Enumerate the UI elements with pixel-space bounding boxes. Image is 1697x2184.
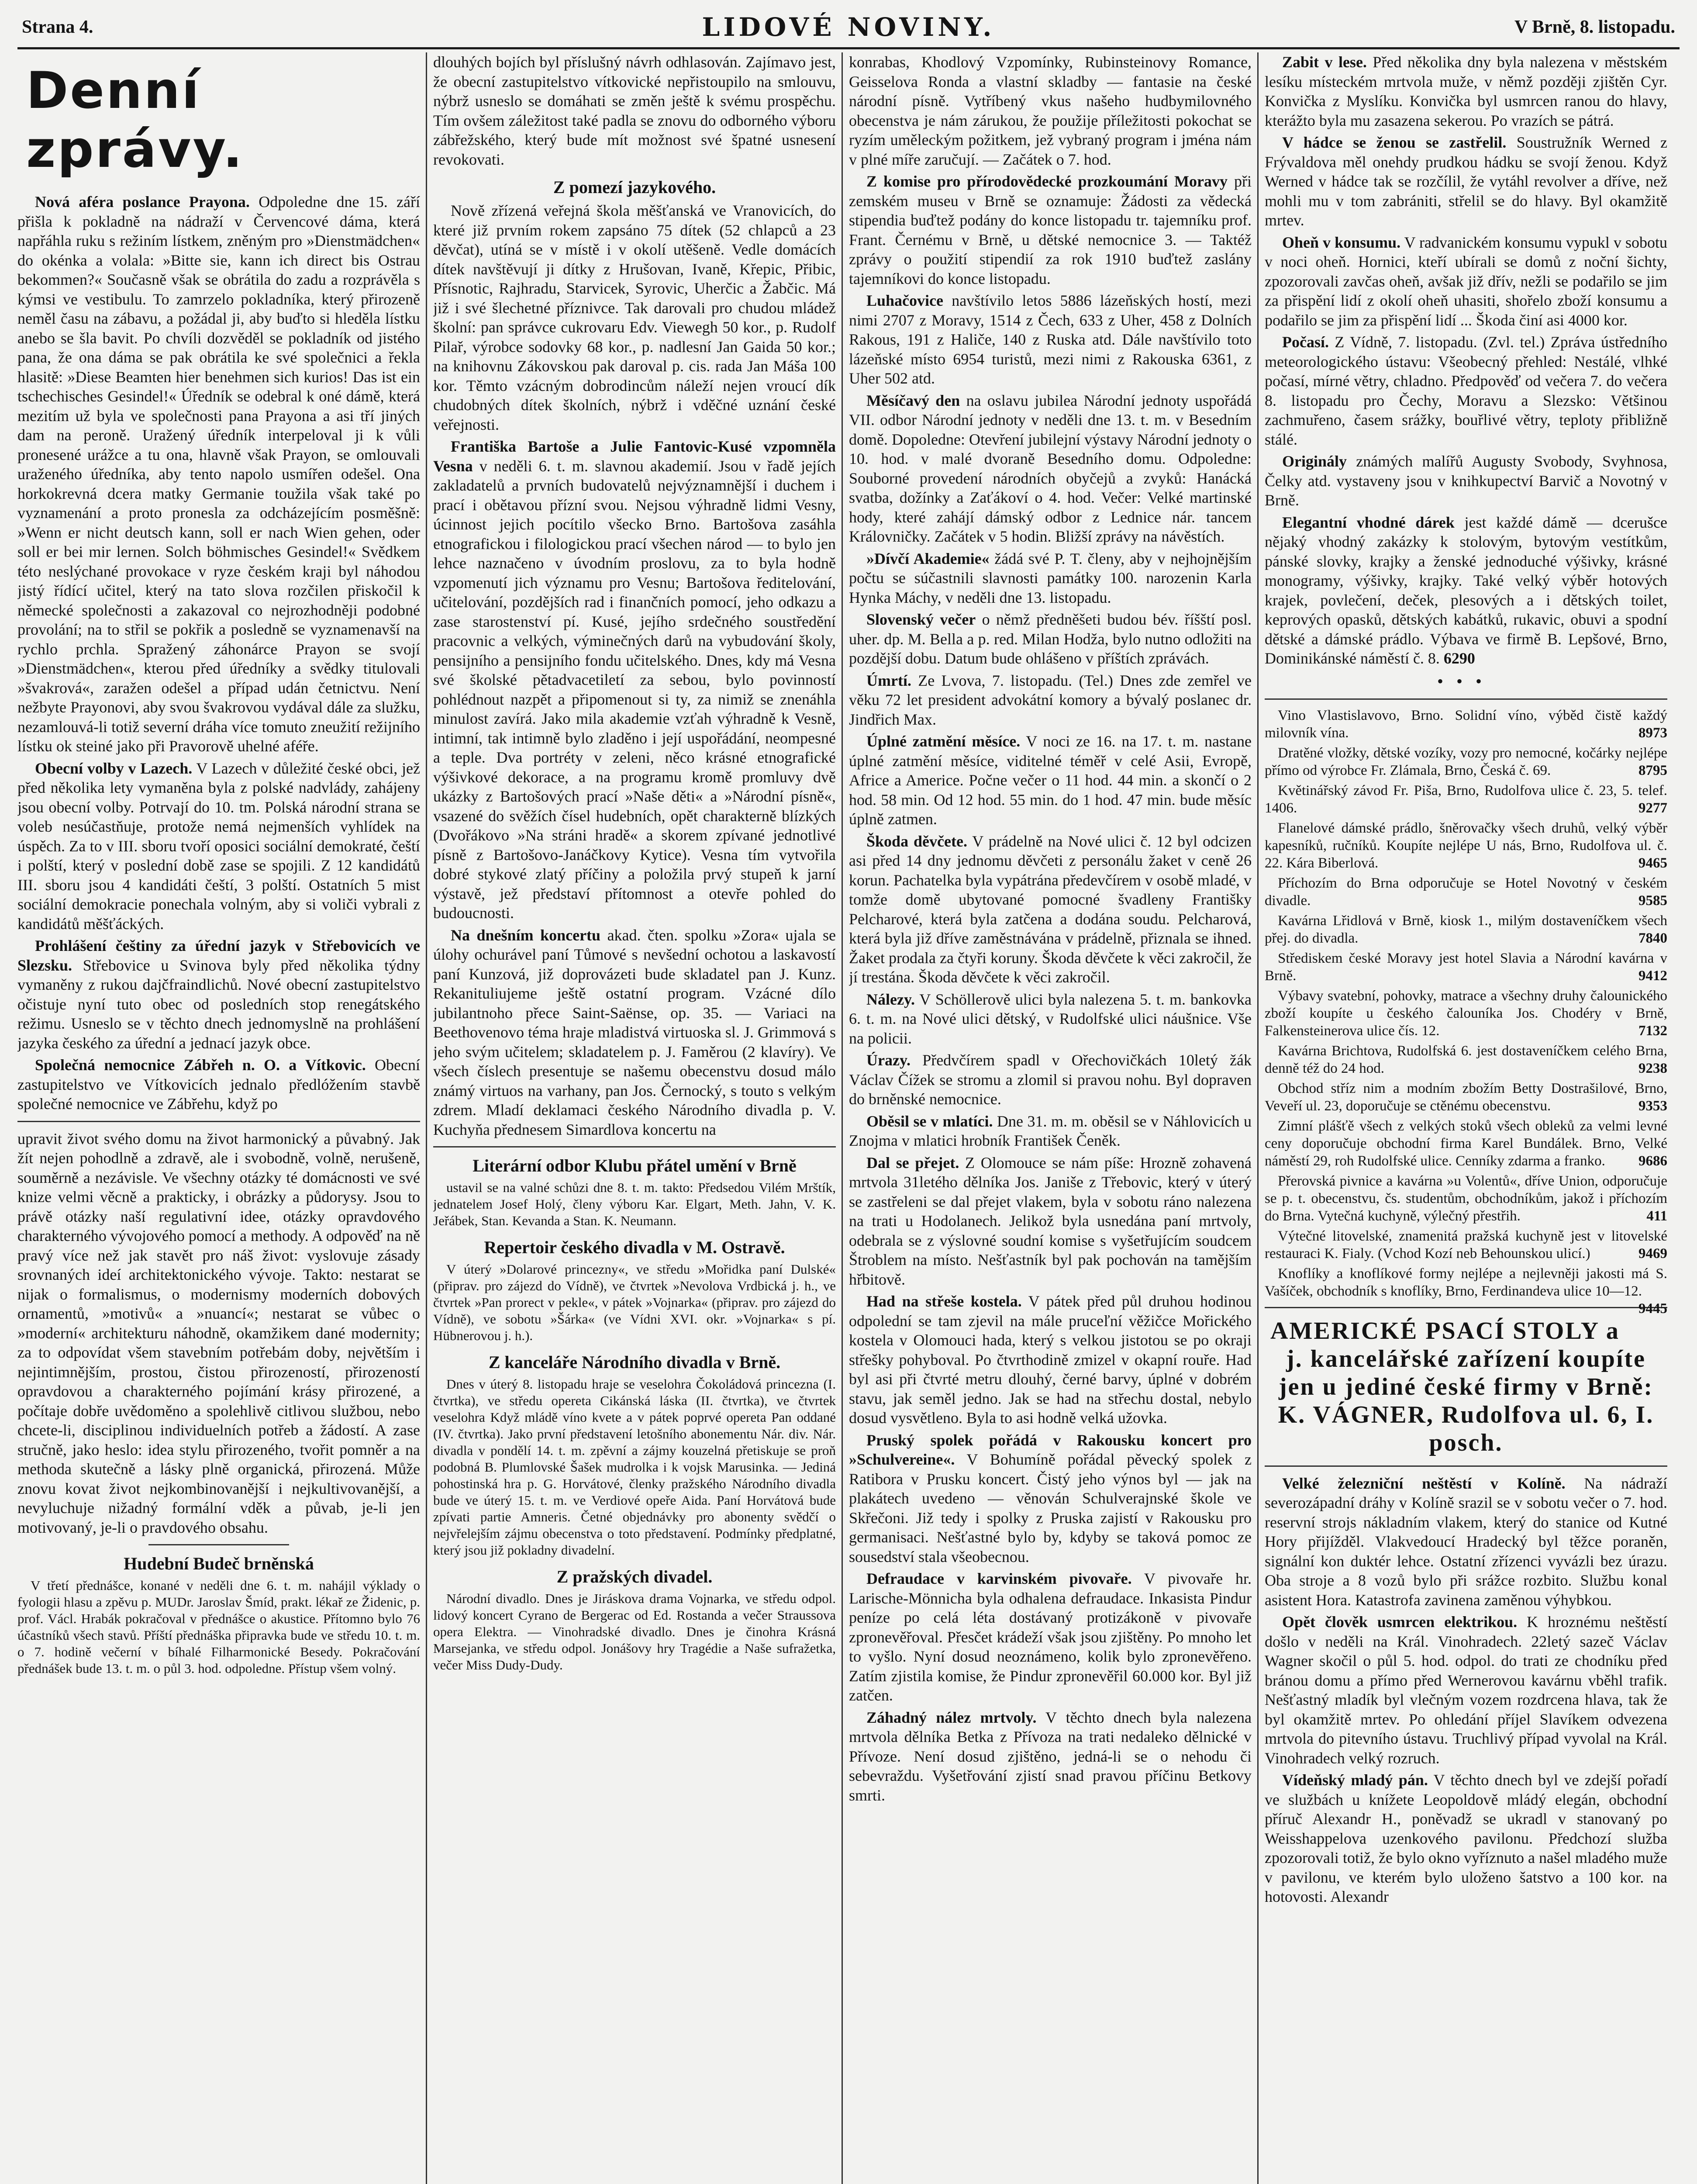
article-title: Úrazy. bbox=[866, 1051, 911, 1069]
classified-ad bbox=[1265, 782, 1667, 817]
ad-number: 9353 bbox=[1638, 1098, 1667, 1114]
classified-ad bbox=[1265, 1042, 1667, 1077]
article-body: V pivovaře hr. Larische-Mönnicha byla odhalena defraudace. Inkasista Pindur peníze po celá léta dostávaný protizákoně v pivovaře zpronevěřoval. Přesčet krádeží však jsou zjištěny. Po mnoho let to vyšlo. Nyní dosud neoznámeno, kolik bylo zpronevěřeno. Zatím zjistila komise, že Pindur zpronevěřil 60.000 kor. Byl již zatčen. bbox=[849, 1570, 1252, 1704]
article-title: Měsíčavý den bbox=[866, 391, 960, 409]
article bbox=[1265, 1474, 1667, 1610]
masthead bbox=[17, 9, 1680, 49]
newspaper-title: LIDOVÉ NOVINY. bbox=[702, 12, 995, 42]
article-title: Originály bbox=[1282, 453, 1347, 470]
ad-number: 9686 bbox=[1638, 1153, 1667, 1169]
article-title: Nová aféra poslance Prayona. bbox=[35, 193, 250, 211]
ad-number: 8795 bbox=[1638, 762, 1667, 778]
ad-text: Dratěné vložky, dětské vozíky, vozy pro nemocné, kočárky nejlépe přímo od výrobce Fr. Zlámala, Brno, Česká č. 69. bbox=[1265, 745, 1667, 778]
ad-number: 411 bbox=[1646, 1208, 1667, 1224]
divider bbox=[1265, 698, 1667, 700]
article-body: V noci ze 16. na 17. t. m. nastane úplné zatmění měsíce, viditelné téměř v celé Asii, Evropě, Africe a Americe. Počne večer o 11 hod. 44 min. a skončí o 2 hod. 58 min. Od 12 hod. 55 min. do 1 hod. 47 min. bude měsíc úplně zatmen. bbox=[849, 733, 1252, 828]
article-title: Slovenský večer bbox=[866, 611, 976, 628]
article bbox=[849, 1112, 1252, 1151]
article-body: známých malířů Augusty Svobody, Svyhnosa, Čelky atd. vystaveny jsou v knihkupectví Barvič a Novotný v Brně. bbox=[1265, 453, 1667, 509]
article bbox=[849, 1569, 1252, 1705]
article-body: ustavil se na valné schůzi dne 8. t. m. takto: Předsedou Vilém Mrštík, jednatelem Josef Holý, členy výboru Kar. Elgart, Meth. Jahn, V. K. Jeřábek, Stan. Kevanda a Stan. K. Neumann. bbox=[433, 1180, 836, 1228]
divider bbox=[1265, 1465, 1667, 1467]
divider bbox=[1265, 1307, 1667, 1308]
article-body: Na nádraží severozápadní dráhy v Kolíně srazil se v sobotu večer o 7. hod. reservní strojs nákladním vlakem, který do stanice od Kutné Hory přijížděl. Vlakvedoucí Hradecký byl těžce poraněn, signální kon duktér lehce. Ostatní zřízenci vyvázli bez úrazu. Oba stroje a 8 vozů bylo při srážce rozbito. Službu konal asistent Hora. Katastrofa zavinena zaměnou výhybkou. bbox=[1265, 1474, 1667, 1609]
ad-text: Obchod stříz nim a modním zbožím Betty Dostrašilové, Brno, Veveří ul. 23, doporučuje se ctěnému obecenstvu. bbox=[1265, 1080, 1667, 1114]
article bbox=[849, 1431, 1252, 1567]
classified-ad bbox=[1265, 912, 1667, 947]
ad-text: Výtečné litovelské, znamenitá pražská kuchyně jest v litovelské restauraci K. Fialy. (Vchod Kozí neb Behounskou ulicí.) bbox=[1265, 1228, 1667, 1261]
article-body: Před několika dny byla nalezena v městském lesíku místeckém mrtvola muže, v němž později zjištěn Cyr. Konvička z Myslíku. Konvička byl usmrcen ranou do hlavy, kterážto byla mu zasazena sekerou. Po vrazích se pátrá. bbox=[1265, 53, 1667, 129]
divider-dots: ••• bbox=[1437, 671, 1495, 691]
article bbox=[849, 732, 1252, 829]
article-title: V hádce se ženou se zastřelil. bbox=[1282, 134, 1507, 151]
ad-text: Květinářský závod Fr. Piša, Brno, Rudolfova ulice č. 23, 5. telef. 1406. bbox=[1265, 782, 1667, 816]
ad-text: Výbavy svatební, pohovky, matrace a všechny druhy čalounického zboží koupíte u českého čalouníka Jos. Chodéry v Brně, Falkensteinerova ulice čís. 12. bbox=[1265, 988, 1667, 1039]
ad-text: Kavárna Lřidlová v Brně, kiosk 1., milým dostaveníčkem všech přej. do divadla. bbox=[1265, 912, 1667, 946]
article bbox=[17, 759, 420, 934]
article-body: konrabas, Khodlový Vzpomínky, Rubinsteinovy Romance, Geisselova Ronda a vlastní skladby — fantasie na české národní písně. Vytříbený vkus našeho hudbymilovného obecenstva je nám zárukou, že použije příležitosti pokochat se ryzím uměleckým požitkem, jež vybraný program i jména nám v plné míře zaručují. — Začátek o 7. hod. bbox=[849, 53, 1252, 168]
article-title: Z pomezí jazykového. bbox=[553, 177, 716, 197]
classified-ad bbox=[1265, 707, 1667, 742]
article-title: Obecní volby v Lazech. bbox=[35, 759, 193, 777]
article-body: K hroznému neštěstí došlo v neděli na Král. Vinohradech. 22letý sazeč Václav Wagner skočil o půl 5. hod. odpol. do trati ze chodníku před bránou domu a přímo před Wernerovou kavárnu vběhl trafik. Nešťastný mladík byl vlečným vozem rozdrcena hlava, tak že byl okamžitě mrtev. Po ohledání příjel Slavíkem odvezena mrtvola do pitevního ústavu. Truchlivý případ vyvolal na Král. Vinohradech velký rozruch. bbox=[1265, 1613, 1667, 1767]
article-body: V Schöllerově ulici byla nalezena 5. t. m. bankovka 6. t. m. na Nové ulici dětský, v Rudolfské ulici náušnice. Vše na policii. bbox=[849, 990, 1252, 1047]
article bbox=[849, 610, 1252, 668]
article-body: V radvanickém konsumu vypukl v sobotu v noci oheň. Hornici, kteří ubírali se domů z noční šichty, zpozorovali zavčas oheň, avšak již dřív, nežli se podařilo se jim za přispění lidí z okolí oheň uhasiti, shořelo zboží konsumu a podařilo se jim za přispění lidí ... Škoda činí asi 4000 kor. bbox=[1265, 233, 1667, 329]
article-body: Odpoledne dne 15. září přišla k pokladně na nádraží v Červencové dáma, která napřáhla ruku s režiním lístkem, zněným pro »Dienstmädchen« do okénka a volala: »Bitte sie, kann ich direct bis Ostrau bekommen?« Současně však se obrátila do zadu a rozprávěla s kýmsi ve vestibulu. To zamrzelo pokladníka, který přirozeně neměl času na zábavu, a požádal ji, aby buďto si hleděla lístku anebo se šla bavit. Po chvíli dozvěděl se pokladník od jistého pana, že ona dáma se pak obrátila ke své společnici a řekla hlasitě: »Diese Beamten hier benehmen sich kurios! Das ist ein tschechisches Gesindel!« Úředník se odebral k oné dámě, která mezitím už byla ve společnosti pana Prayona a asi tří jiných dam na peroně. Uražený úředník interpeloval ji k vůli pronesené urážce a tu ona, hlavně však Prayon, se omlouvali uraženého úředníka, aby tento napolo usmířen odešel. Ona horkokrevná dcera matky Germanie toužila však také po vyznamenání a proto pronesla za odcházejícím posměšně: »Wenn er nicht deutsch kann, soll er nach Wien gehen, oder soll er bei mir lernen. Solch böhmisches Gesindel!« Svědkem této neslýchané provokace v ryze českém kraji byl náhodou jistý řídící učitel, který na tato slova rozčilen přiskočil k německé společnosti a zakazoval co nejrozhodněji podobné provolání; na to střil se pokřik a posledně se vyznamenavší na rychlo prchla. Spražený záhonárce Prayon se svojí »Dienstmädchen«, kterou před úředníky a svědky titulovali »švakrová«, zaražen odešel a případ udán četnictvu. Není nežbyte Prayonovi, aby svou švakrovou vydával dále za služku, nezamlouvá-li totiž severní dráha více tomuto zneužití režijního lístku ok steiné jako při Pravorově uhelné aféře. bbox=[17, 193, 420, 755]
classified-ad bbox=[1265, 819, 1667, 872]
article-title: Pruský spolek pořádá v Rakousku koncert pro »Schulvereine«. bbox=[849, 1431, 1252, 1468]
article-title: Společná nemocnice Zábřeh n. O. a Vítkovic. bbox=[35, 1056, 366, 1074]
article-title: Oběsil se v mlatíci. bbox=[866, 1112, 993, 1130]
classified-ad bbox=[1265, 874, 1667, 909]
article-title: Úplné zatmění měsíce. bbox=[866, 733, 1021, 750]
article bbox=[1265, 1770, 1667, 1907]
article-body: Národní divadlo. Dnes je Jiráskova drama Vojnarka, ve středu odpol. lidový koncert Cyrano de Bergerac od Ed. Rostanda a večer Straussova opera Elektra. — Vinohradské divadlo. Dnes je činohra Krásná Marsejanka, ve středu odpol. Jonášovy hry Tragédie a Naše sufražetka, večer Miss Dudy-Dudy. bbox=[433, 1591, 836, 1673]
article bbox=[849, 391, 1252, 546]
ad-number: 9585 bbox=[1638, 892, 1667, 909]
article-body: Ze Lvova, 7. listopadu. (Tel.) Dnes zde zemřel ve věku 72 let president advokátní komory a bývalý poslanec dr. Jindřich Max. bbox=[849, 671, 1252, 728]
ad-text: Příchozím do Brna odporučuje se Hotel Novotný v českém divadle. bbox=[1265, 875, 1667, 909]
divider bbox=[433, 1146, 836, 1147]
article-body: V Bohumíně pořádal pěvecký spolek z Ratibora v Prusku koncert. Čistý jeho výnos byl — jak na plakátech uvedeno — věnován Schulverajnské škole ve Skřečoni. Již tedy i spolky z Pruska zajistí v Rakousku pro germanisaci. Nešťastné bylo by, kdyby se taková pomoc ze sousedství stala všeobecnou. bbox=[849, 1451, 1252, 1565]
article bbox=[849, 1292, 1252, 1428]
article-body: navštívilo letos 5886 lázeňských hostí, mezi nimi 2707 z Moravy, 1514 z Čech, 633 z Uher, 458 z Dolních Rakous, 191 z Haliče, 140 z Ruska atd. Dále navštívilo toto lázeňské místo 6954 turistů, mezi nimi z Rakouska 6361, z Uher 502 atd. bbox=[849, 292, 1252, 387]
article bbox=[849, 832, 1252, 987]
article bbox=[17, 936, 420, 1053]
article-title: Nálezy. bbox=[866, 990, 915, 1008]
divider bbox=[17, 1121, 420, 1122]
article-body: V úterý »Dolarové princezny«, ve středu »Mořidka paní Dulské« (připrav. pro zájezd do Vídně), ve čtvrtek »Nevolova Vrdbická j. h., ve čtvrtek »Pan prorect v pekle«, v pátek »Vojnarka« (připrav. pro zájezd do Vídně), ve sobotu »Šárka« (ve Vídni XVI. okr. »Vojnarka« s pí. Hübnerovou j. h.). bbox=[433, 1261, 836, 1343]
article-body: Předvčírem spadl v Ořechovičkách 10letý žák Václav Čížek se stromu a zlomil si pravou nohu. Byl dopraven do brněnské nemocnice. bbox=[849, 1051, 1252, 1108]
article-title: Vídeňský mladý pán. bbox=[1282, 1771, 1428, 1789]
article-body: upravit život svého domu na život harmonický a půvabný. Jak žít nejen pohodlně a zdravě, ale i svobodně, volně, nerušeně, souměrně a nezávisle. Ve všechny otázky té domácnosti ve své knize velmi věcně a prakticky, i obrázky a půdorysy. Jsou to právě otázky naší regulativní idee, otázky opravdového charakterného vývojového pomocí a methody. A odpověď na ně pravý více než jak stavět pro náš život: vyslovuje zásady srovnaných ideí architektonického vývoje. Takto: nestarat se nijak o formalismus, o modernismy moderních dobových ornamentů, »motivů« a »nuancí«; nestarat se vůbec o »moderní« architekturu náhodně, okamžikem dané modernity; za to odpovídat všem stavebním potřebám doby, největším i nejintimnějším, prostou, čistou přirozeností, přirozeností opravdovou a charakterného pojímání krásy přirozené, a počítaje dobře uvědoměno a spolehlivě citlivou službou, nebo chcete-li, disciplinou individuelních potřeb a žádostí. A zase stručně, jako heslo: idea stylu přirozeného, tvořit pomněr a na methoda skutečně a lásky plně organická, přirozená. Může znovu kovat život nejkombinovanější i nejkultivovanější, a nevyluchuje nižadný formální vděk a půvab, je-li jen motivovaný, je-li o pravdového obsahu. bbox=[17, 1130, 420, 1536]
article-body: na oslavu jubilea Národní jednoty uspořádá VII. odbor Národní jednoty v neděli dne 13. t. m. v Besedním domě. Dopoledne: Otevření jubilejní výstavy Národní jednoty o 10. hod. v malé dvoraně Besedního domu. Odpoledne: Souborné provedení národních obyčejů a zvyků: Hanácká svatba, dožínky a Zaťákoví o 4. hod. Večer: Velké martinské hody, které zahájí dámský odbor z Lednice nár. tancem Královničky. Začátek v 5 hodin. Bližší zprávy na návěstích. bbox=[849, 391, 1252, 545]
newspaper-page bbox=[17, 9, 1680, 2184]
article-title: Repertoir českého divadla v M. Ostravě. bbox=[484, 1237, 785, 1257]
ad-number: 8973 bbox=[1638, 725, 1667, 741]
article bbox=[849, 1051, 1252, 1109]
article bbox=[849, 671, 1252, 729]
article bbox=[1265, 233, 1667, 330]
page-number: Strana 4. bbox=[22, 17, 93, 37]
article-title: Oheň v konsumu. bbox=[1282, 233, 1401, 251]
article-title: Záhadný nález mrtvoly. bbox=[866, 1708, 1037, 1726]
divider bbox=[148, 1544, 289, 1545]
classified-ad bbox=[1265, 1080, 1667, 1115]
article bbox=[1265, 332, 1667, 449]
article-title: Defraudace v karvinském pivovaře. bbox=[866, 1570, 1132, 1587]
article bbox=[849, 172, 1252, 288]
article-body: při zemském museu v Brně se oznamuje: Žádosti za vědecká stipendia buďtež podány do konce listopadu tr. tajemníku prof. Frant. Černému v Brně, u dětské nemocnice 3. — Taktéž zprávy o použití stipendií za rok 1910 buďtež zaslány tajemníkovi do konce listopadu. bbox=[849, 173, 1252, 287]
classified-ad bbox=[1265, 1265, 1667, 1317]
article-body: akad. čten. spolku »Zora« ujala se úlohy ochurável paní Tůmové s nevšední ochotou a laskavostí paní Kunzová, již doprovázeti bude skladatel pan J. Kunz. Rekanituliujeme ještě ostatní program. Vzácné dílo jubilantnoho přece Saint-Saënse, op. 35. — Variaci na Beethovenovo téma hraje mladistvá virtuoska sl. J. Grimmová s jeho svým učitelem; skladatelem p. J. Faměrou (2 klavíry). Ve všech číslech presentuje se našemu obecenstvu dosud málo známý virtuos na varhany, pan Jos. Černocký, s touto s velkým zdrem. Mladí deklamaci českého Národního divadla p. V. Kuchyňa přednesem Simardlova koncertu na bbox=[433, 926, 836, 1138]
article-title: Škoda děvčete. bbox=[866, 832, 967, 850]
article-body: Střebovice u Svinova byly před několika týdny vymaněny z rukou dajčfraindlichů. Nové obecní zastupitelstvo očistuje nyní tuto obec od posledních stop renegátského režimu. Usneslo se v těchto dnech jednomyslně na prohlášení jazyka českého za úřední a jednací jazyk obce. bbox=[17, 956, 420, 1052]
column-rule bbox=[842, 52, 843, 2184]
article-title: Františka Bartoše a Julie Fantovic-Kusé vzpomněla Vesna bbox=[433, 438, 836, 475]
article-body: dlouhých bojích byl příslušný návrh odhlasován. Zajímavo jest, že obecní zastupitelstvo vítkovické nepřistoupilo na smlouvu, nýbrž usneslo se domáhati se změn ještě k svému prospěchu. Tím ovšem záležitost také padla se znovu do odborného výboru zábřežského, který bude mít možnost své špatné usnesení revokovati. bbox=[433, 53, 836, 168]
article-title: Luhačovice bbox=[866, 292, 943, 309]
article-title: Literární odbor Klubu přátel umění v Brně bbox=[473, 1156, 797, 1175]
ad-text: Flanelové dámské prádlo, šněrovačky všech druhů, velký výběr kapesníků, ručníků. Koupíte nejlépe U nás, Brno, Rudolfova ul. č. 22. Kára Biberlová. bbox=[1265, 820, 1667, 871]
classified-ads bbox=[1265, 707, 1667, 1317]
article-title: Had na střeše kostela. bbox=[866, 1292, 1022, 1310]
ad-number: 9277 bbox=[1638, 800, 1667, 816]
article bbox=[849, 1153, 1252, 1289]
ad-number: 7132 bbox=[1638, 1023, 1667, 1039]
article-body: o němž předněšeti budou bév. říšští posl. uher. dp. M. Bella a p. red. Milan Hodža, bylo nutno odložiti na pozdější dobu. Datum bude ohlášeno v příštích zprávách. bbox=[849, 611, 1252, 667]
article-body: Z Vídně, 7. listopadu. (Zvl. tel.) Zpráva ústředního meteorologického ústavu: Všeobecný přehled: Nestálé, vlhké počasí, mírné větry, chladno. Předpověď od večera 7. do večera 8. listopadu pro Čechy, Moravu a Slezsko: Většinou zachmuřeno, časem srážky, bouřlivé větry, teploty přibližně stálé. bbox=[1265, 333, 1667, 448]
article-body: Obecní zastupitelstvo ve Vítkovicích jednalo předlóžením stavbě společné nemocnice ve Zábřehu, když po bbox=[17, 1056, 420, 1113]
article-body: V Lazech v důležité české obci, jež před několika lety vymaněna byla z polské nadvlády, zahájeny jsou obecní volby. Potrvají do 10. tm. Polská národní strana se voleb nesúčastňuje, protože nemá nejmenších vyhlídek na úspěch. Za to v III. sboru tvoří oposici sociální demokraté, čeští i polští, který v poslední době zase se spojili. Z 12 kandidátů III. sboru jsou 4 kandidáti čeští, 3 polští. Ostatních 5 mist sociální demokracie ponechala volným, aby si voliči vybrali z kandidátů měšťáckých. bbox=[17, 759, 420, 933]
article-body: V třetí přednášce, konané v neděli dne 6. t. m. nahájil výklady o fyologii hlasu a zpěvu p. MUDr. Jaroslav Šmíd, prakt. lékař ze Židenic, p. prof. Václ. Hrabák pokračoval v přednášce o akustice. Přítomno bylo 76 účastníků všech stavů. Příští přednáška připravka bude ve středu 10. t. m. o 7. hodině večerní v bíhalé Filharmonické Besedy. Pokračování přednášek bude 13. t. m. o půl 3. hod. odpoledne. Přístup všem volný. bbox=[17, 1578, 420, 1676]
ad-number: 7840 bbox=[1638, 930, 1667, 946]
article bbox=[849, 291, 1252, 388]
article-title: Prohlášení češtiny za úřední jazyk v Střebovicích ve Slezsku. bbox=[17, 937, 420, 974]
ad-number: 9469 bbox=[1638, 1245, 1667, 1261]
article-body: Soustružník Werned z Frývaldova měl onehdy prudkou hádku se svojí ženou. Když Werned v hádce tak se rozčílil, že vytáhl revolver a dříve, než mohli mu v tom zabrániti, střelil se do hlavy. Byl okamžitě mrtev. bbox=[1265, 134, 1667, 229]
article-title: »Dívčí Akademie« bbox=[866, 549, 990, 567]
article-body: jest každé dámě — dcerušce nějaký vhodný zakázky k stolovým, bytovým vestítkům, pánské slovky, krajky a ženské jednoduché výšivky, krásné monogramy, výšivky, krajky. Také velký výběr hotových krajek, povlečení, deček, plesových a i dětských toilet, keprových opasků, dětských kabátků, rukavic, obuvi a spodní dětské a dámské prádlo. Výbava ve firmě B. Lepšové, Brno, Dominikánské náměstí č. 8. bbox=[1265, 513, 1667, 667]
article-body: v neděli 6. t. m. slavnou akademií. Jsou v řadě jejích zakladatelů a prvních budovatelů nejvýznamnější i duchem i prací i obětavou přízní svou. Nejsou výhradně lidmi Vesny, úcinnost jejich pocítilo všecko Brno. Bartošova zasáhla etnografickou i filologickou prací všechen národ — to bylo jen lehce naznačeno v úvodním proslovu, za to byla hodně vzpomenutí jich významu pro Vesnu; Bartošova ředitelování, učitelování, pozdějších rad i finančních pomocí, jeho odkazu a zase starostenství pí. Kusé, jejího srdečného soustředění pracovnic a velkých, výminečných darů na vybudování školy, pensijního a pensijního fondu učitelského. Dnes, kdy má Vesna své školské pětadvacetiletí za sebou, bylo povinností pohlédnout nazpět a připomenout si ty, za nimiž se znenáhla minulost zavírá. Jako mila akademie vzťah výhradně k Vesně, intimní, tak intimně bylo zladěno i její uspořádání, neompesné a teple. Dva portréty v zeleni, něco krásné etnografické výšivkové dekorace, a na programu kromě promluvy dvě ukázky z Bartošových prací »Naše děti« a »Národní písně«, vsazené do svěžích čísel hudebních, opět charakterně blízkých (Dvořákovo »Na stráni hradě« a skorem zpívané jednotlivé písně z Bartošovo-Janáčkovy Kytice). Vesna tím vytvořila dobré stykové zlatý příčiny a položila prvý stupeň k jarní výstavě, jež představí přítomnost a otevře pohled do budoucnosti. bbox=[433, 457, 836, 922]
article-body: Z Olomouce se nám píše: Hrozně zohavená mrtvola 31letého dělníka Jos. Janiše z Třebovic, který v úterý se zastřeleni se dal přejet vlakem, byla v sobotu ráno nalezena na trati u Hodolanech. Jelikož byla usnedána paní mrtvoly, odebrala se z výslovné soudní komise s vyšetřujícím soudcem Štroblem na místo. Nešťastník byl pak pochován na tamějším hřbitově. bbox=[849, 1154, 1252, 1288]
classified-ad bbox=[1265, 1172, 1667, 1225]
classified-ad bbox=[1265, 1117, 1667, 1170]
article-title: Dal se přejet. bbox=[866, 1154, 959, 1171]
article bbox=[849, 1708, 1252, 1805]
column-1 bbox=[17, 52, 420, 2184]
classified-ad bbox=[1265, 987, 1667, 1040]
article-title: Z pražských divadel. bbox=[556, 1567, 713, 1586]
ad-number: 9412 bbox=[1638, 968, 1667, 984]
column-3 bbox=[849, 52, 1252, 2184]
article bbox=[1265, 513, 1667, 668]
article-body: Dnes v úterý 8. listopadu hraje se veselohra Čokoládová princezna (I. čtvrtka), ve středu opereta Cikánská láska (II. čtvrtka), ve čtvrtek veselohra Když mládě víno kvete a v pátek poprvé opereta Pan oddané (IV. čtvrtka). Jako první představení letošního abonementu Nár. div. Nár. divadla v pondělí 14. t. m. zpěvní a zájmy kouzelná přetiskuje se proň podobná B. Plumlovské Šašek mudrolka i k vojsk Marusinka. — Jediná pohostinská hra p. G. Horvátové, členky pražského Národního divadla bude ve úterý 15. t. m. ve Verdiové opeře Aida. Paní Horvátová bude zpívati partie Amneris. Četné objednávky pro abonenty svědčí o nejvřelejším zájmu obecenstva o toto představení. Podmínky předplatné, který jsou již pokladny divadelní. bbox=[433, 1376, 836, 1558]
article bbox=[1265, 452, 1667, 510]
article-title: Velké železniční neštěstí v Kolíně. bbox=[1282, 1474, 1566, 1492]
article-title: Počasí. bbox=[1282, 333, 1329, 351]
article bbox=[1265, 133, 1667, 230]
article-body: Nově zřízená veřejná škola měšťanská ve Vranovicích, do které již prvním rokem zapsáno 75 dítek (52 chlapců a 23 děvčat), utíná se v místě i v okolí utěšeně. Vedle domácích dítek navštěvují ji dítky z Hrušovan, Ivaně, Křepic, Přibic, Přísnotic, Rajhradu, Starvicek, Syrovic, Uherčic a Žabčic. Má již i své šlechetné příznivce. Tak darovali pro chudou mládež školní: pan správce cukrovaru Edv. Viewegh 50 kor., p. Rudolf Pilař, výrobce sodovky 68 kor., p. nadlesní Jan Gaida 50 kor.; na knihovnu Zákovskou pak daroval p. cis. rada Jan Máša 100 kor. Těmto vzácným dobrodincům náleží nejen vroucí dík chudobných dítek školních, nýbrž i vděčné uznání české veřejnosti. bbox=[433, 202, 836, 433]
ad-text: Přerovská pivnice a kavárna »u Volentů«, dříve Union, odporučuje se p. t. obecenstvu, čs. studentům, obchodníkům, jakož i příchozím do Brna. Vytečná kuchyně, výlečný přestřih. bbox=[1265, 1173, 1667, 1224]
issue-date: V Brně, 8. listopadu. bbox=[1514, 17, 1675, 37]
article bbox=[433, 926, 836, 1140]
column-rule bbox=[426, 52, 427, 2184]
article-body: Dne 31. m. m. oběsil se v Náhlovicích u Znojma v mlatici hrobník František Čeněk. bbox=[849, 1112, 1252, 1149]
article bbox=[849, 549, 1252, 608]
article bbox=[433, 437, 836, 923]
article-title: Z komise pro přírodovědecké prozkoumání Moravy bbox=[866, 173, 1228, 190]
article-title: Elegantní vhodné dárek bbox=[1282, 513, 1455, 531]
ad-text: Vino Vlastislavovo, Brno. Solidní víno, výběd čistě každý milovník vína. bbox=[1265, 707, 1667, 741]
classified-ad bbox=[1265, 950, 1667, 985]
article bbox=[17, 192, 420, 756]
ad-text: Kavárna Brichtova, Rudolfská 6. jest dostaveníčkem celého Brna, denně též do 24 hod. bbox=[1265, 1043, 1667, 1076]
article-body: žádá své P. T. členy, aby v nejhojnějším počtu se súčastnili slavnosti památky 100. narozenin Karla Hynka Máchy, v neděli dne 13. listopadu. bbox=[849, 549, 1252, 606]
ad-number: 9465 bbox=[1638, 855, 1667, 871]
article-title: Hudební Budeč brněnská bbox=[124, 1554, 314, 1573]
article-title: Opět člověk usmrcen elektrikou. bbox=[1282, 1613, 1518, 1631]
ad-number: 9445 bbox=[1638, 1300, 1667, 1317]
ad-number: 9238 bbox=[1638, 1060, 1667, 1076]
column-rule bbox=[1257, 52, 1259, 2184]
article-title: Úmrtí. bbox=[866, 671, 911, 689]
section-headline: Denní zprávy. bbox=[26, 61, 244, 179]
ad-number: 6290 bbox=[1443, 650, 1475, 667]
article-body: V prádelně na Nové ulici č. 12 byl odcizen asi před 14 dny jednomu děvčeti z personálu žaket v ceně 26 korun. Pachatelka byla vypátrána předevčírem v osobě mladé, v tomže domě ubytované pomocné švadleny Františky Pelcharové, která byla zatčena a dodána soudu. Pelcharová, která byla již dříve zaměstnávána v prádelně, přiznala se ihned. Žaket prodala za čtyři koruny. Škoda děvčete k věci zakročil, že jí trestána. Škoda děvčete k věci zakročil. bbox=[849, 832, 1252, 986]
column-4 bbox=[1265, 52, 1667, 2184]
article-title: Zabit v lese. bbox=[1282, 53, 1367, 71]
classified-ad bbox=[1265, 744, 1667, 779]
display-ad: AMERICKÉ PSACÍ STOLY a j. kancelářské zařízení koupíte jen u jediné české firmy v Brně: K. VÁGNER, Rudolfova ul. 6, I. posch. bbox=[1270, 1317, 1654, 1456]
article bbox=[17, 1055, 420, 1114]
ad-text: Knoflíky a knoflíkové formy nejlépe a nejlevněji jakosti má S. Vašíček, obchodník s knoflíky, Brno, Ferdinandeva ulice 10—12. bbox=[1265, 1265, 1667, 1299]
ad-text: Střediskem české Moravy jest hotel Slavia a Národní kavárna v Brně. bbox=[1265, 950, 1667, 984]
article-body: V těchto dnech byl ve zdejší pořadí ve službách u knížete Leopoldově mládý elegán, obchodní příruč Alexandr H., poněvadž se ukradl v stanovaný po Weisshappelova uzenkového pavilonu. Předchozí služba zpozorovali totiž, že bylo okno vyříznuto a našel mladého muže v pavilonu, ve kterém bylo uloženo šatstvo a 100 kor. na hotovosti. Alexandr bbox=[1265, 1771, 1667, 1905]
article bbox=[1265, 1612, 1667, 1768]
article-title: Na dnešním koncertu bbox=[451, 926, 601, 944]
article-title: Z kanceláře Národního divadla v Brně. bbox=[488, 1352, 781, 1372]
column-2 bbox=[433, 52, 836, 2184]
article-body: V těchto dnech byla nalezena mrtvola dělníka Betka z Přívoza na trati nedaleko dělnické v Přívoze. Není dosud zjištěno, jedná-li se o nehodu či sebevraždu. Vyšetřování zjistí snad pravou příčinu Betkovy smrti. bbox=[849, 1708, 1252, 1804]
article-body: V pátek před půl druhou hodinou odpolední se tam zjevil na mále pruceľní věžičce Mořického kostela v Olomouci hada, který s velkou jistotou se po okraji střešky pohyboval. Po čtvrthodině zmizel v okapní rouře. Had byl asi při čtvrté metru dlouhý, černé barvy, úplné v dobrém stavu, jak seměl jedno. Jak se had na střechu dostal, nebylo dosud vysvětleno. Byla to asi hodně velká užovka. bbox=[849, 1292, 1252, 1427]
ad-text: Zimní plášťě všech z velkých stoků všech obleků za velmi levné ceny doporučuje obchodní firma Karel Bundálek. Brno, Velké náměstí 29, roh Rudolfské ulice. Cenníky zdarma a franko. bbox=[1265, 1118, 1667, 1169]
article bbox=[849, 990, 1252, 1048]
classified-ad bbox=[1265, 1227, 1667, 1262]
article bbox=[1265, 52, 1667, 130]
